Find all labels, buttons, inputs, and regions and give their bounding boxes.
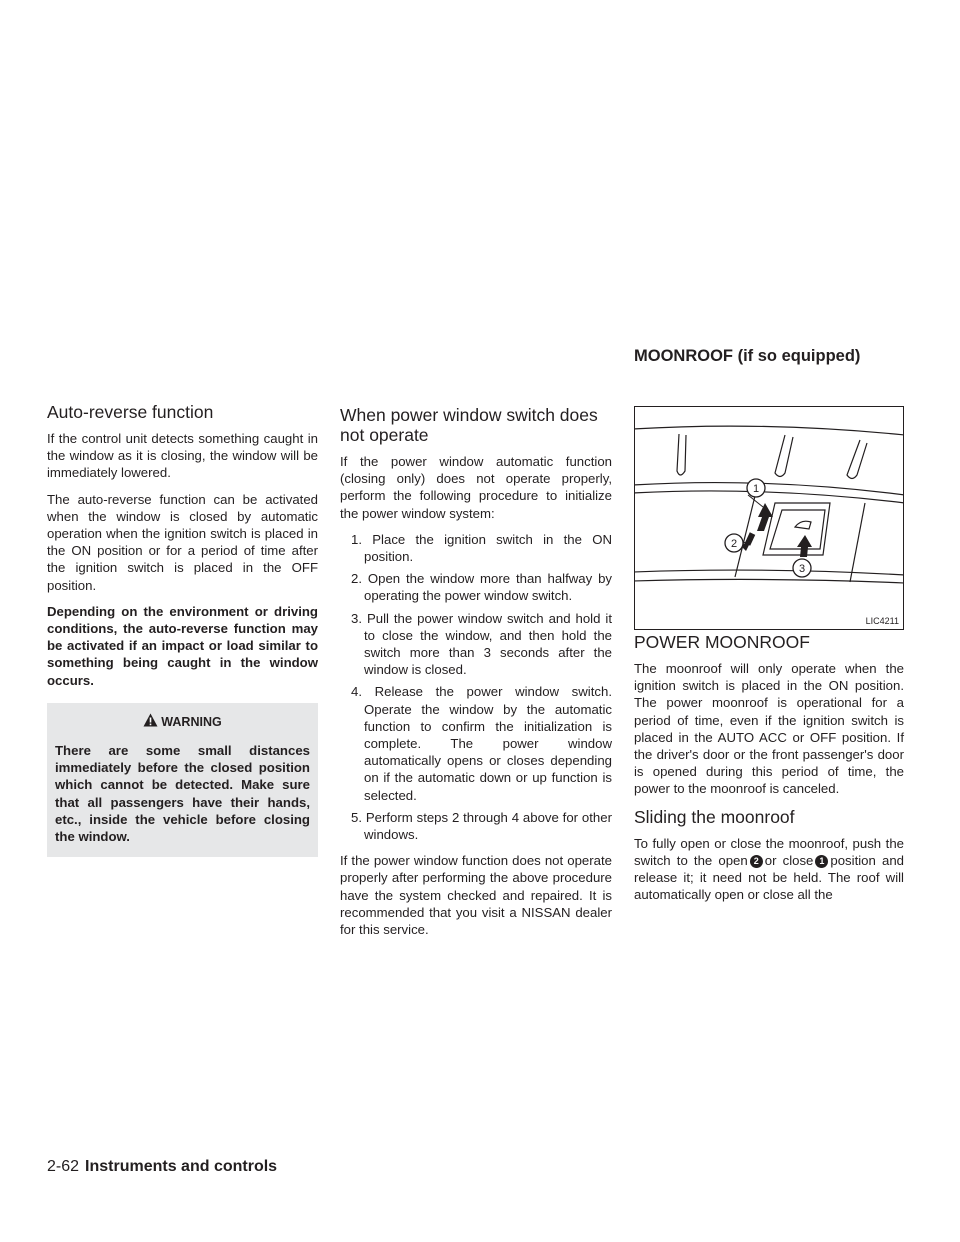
text-fragment: or close (764, 852, 814, 868)
moonroof-switch-illustration (635, 407, 903, 629)
callout-1: 1 (752, 483, 760, 495)
heading-auto-reverse: Auto-reverse function (47, 402, 214, 422)
paragraph: If the control unit detects something caught in the window as it is closing, the window will be immediately lowered. (47, 431, 318, 481)
section-title: MOONROOF (if so equipped) (634, 347, 861, 365)
warning-header (55, 713, 310, 732)
column-moonroof (634, 632, 904, 912)
column-power-window (340, 405, 612, 947)
warning-box (47, 703, 318, 857)
list-item: 5. Perform steps 2 through 4 above for other windows. (351, 809, 612, 843)
warning-text: There are some small distances immediately before the closed position which cannot be detected. Make sure that all passengers have their hands, etc., inside the vehicle before closing the window. (55, 743, 310, 845)
heading-power-moonroof: POWER MOONROOF (634, 632, 810, 652)
figure-code: LIC4211 (865, 616, 899, 626)
steps-list (340, 531, 612, 843)
list-item: 2. Open the window more than halfway by operating the power window switch. (351, 571, 612, 604)
bold-paragraph: Depending on the environment or driving conditions, the auto-reverse function may be activated if an impact or load similar to something being caught in the window occurs. (47, 603, 318, 688)
callout-2-icon: 2 (750, 855, 763, 868)
page-footer (47, 1158, 277, 1176)
warning-label: WARNING (161, 714, 222, 729)
page-number: 2-62 (47, 1158, 80, 1175)
text-fragment: To fully open or close the moonroof, push the switch to the open (634, 835, 904, 868)
heading-power-window: When power window switch does not operate (340, 405, 598, 445)
column-auto-reverse (47, 402, 318, 857)
paragraph: The auto-reverse function can be activated when the window is closed by automatic operation when the ignition switch is placed in the ON position or for a period of time after the ignition switch is placed in the OFF position. (47, 491, 318, 593)
text-fragment: position and release it; it need not be held. The roof will automatically open or close all the (634, 852, 904, 903)
list-item: 3. Pull the power window switch and hold it to close the window, and then hold the switch more than 3 seconds after the window is closed. (351, 610, 612, 678)
heading-sliding-moonroof: Sliding the moonroof (634, 806, 795, 827)
list-item: 4. Release the power window switch. Operate the window by the automatic function to confirm the initialization is complete. The power window automatically opens or closes depending on if the automatic down or up function is selected. (351, 684, 612, 803)
paragraph: If the power window automatic function (closing only) does not operate properly, perform the following procedure to initialize the power window system: (340, 454, 612, 521)
warning-triangle-icon (143, 713, 158, 732)
moonroof-switch-figure (634, 406, 904, 630)
paragraph: The moonroof will only operate when the ignition switch is placed in the ON position. The power moonroof is operational for a period of time, even if the ignition switch is placed in the AUTO ACC or OFF position. If the driver's door or the front passenger's door is opened during this period of time, the power to the moonroof is canceled. (634, 661, 904, 797)
callout-1-icon: 1 (815, 855, 828, 868)
chapter-title: Instruments and controls (85, 1158, 278, 1175)
paragraph: If the power window function does not operate properly after performing the above procedure have the system checked and repaired. It is recommended that you visit a NISSAN dealer for this service. (340, 853, 612, 938)
list-item: 1. Place the ignition switch in the ON position. (351, 531, 612, 565)
callout-3: 3 (798, 563, 806, 575)
paragraph (634, 835, 904, 904)
callout-2: 2 (730, 538, 738, 550)
